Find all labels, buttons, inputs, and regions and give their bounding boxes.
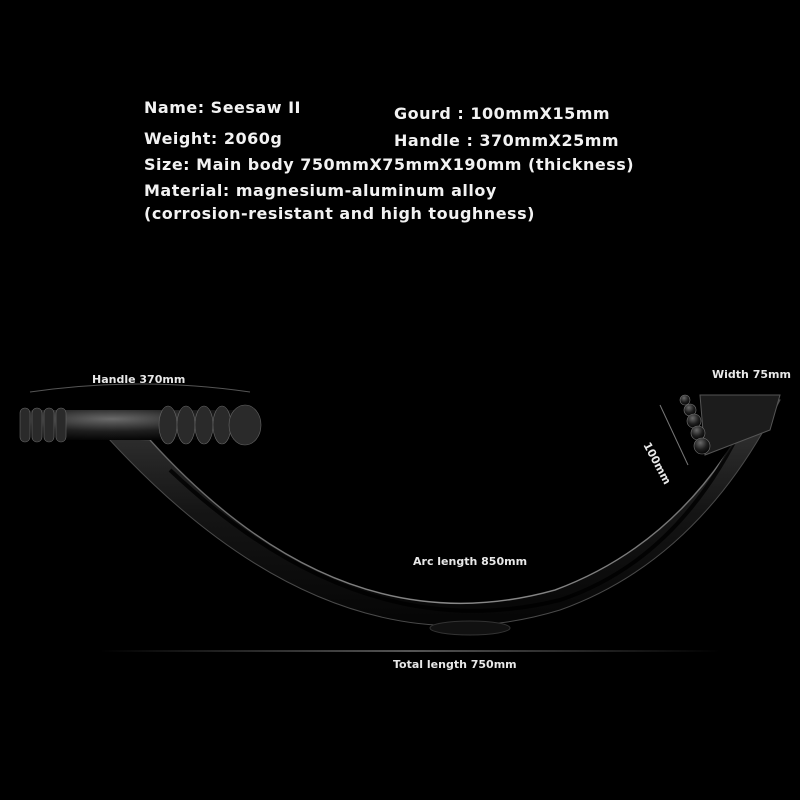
spec-weight: Weight: 2060g bbox=[144, 129, 283, 148]
handle-bar bbox=[20, 405, 261, 445]
gourd-dimension-line bbox=[660, 405, 688, 465]
spec-name: Name: Seesaw II bbox=[144, 98, 301, 117]
dim-handle-label: Handle 370mm bbox=[92, 373, 186, 386]
dim-width-label: Width 75mm bbox=[712, 368, 791, 381]
dim-gourd-label: 100mm bbox=[640, 440, 674, 487]
spec-material: Material: magnesium-aluminum alloy bbox=[144, 181, 497, 200]
spec-size: Size: Main body 750mmX75mmX190mm (thickness) bbox=[144, 155, 635, 174]
spec-gourd: Gourd : 100mmX15mm bbox=[394, 104, 611, 123]
base-foot bbox=[430, 621, 510, 635]
spec-handle: Handle : 370mmX25mm bbox=[394, 131, 620, 150]
arc-slot bbox=[170, 420, 745, 611]
spec-material-note: (corrosion-resistant and high toughness) bbox=[144, 204, 535, 223]
handle-ridges-right bbox=[159, 405, 261, 445]
dim-total-label: Total length 750mm bbox=[393, 658, 517, 671]
dim-arc-label: Arc length 850mm bbox=[413, 555, 528, 568]
floor-line bbox=[100, 650, 720, 652]
